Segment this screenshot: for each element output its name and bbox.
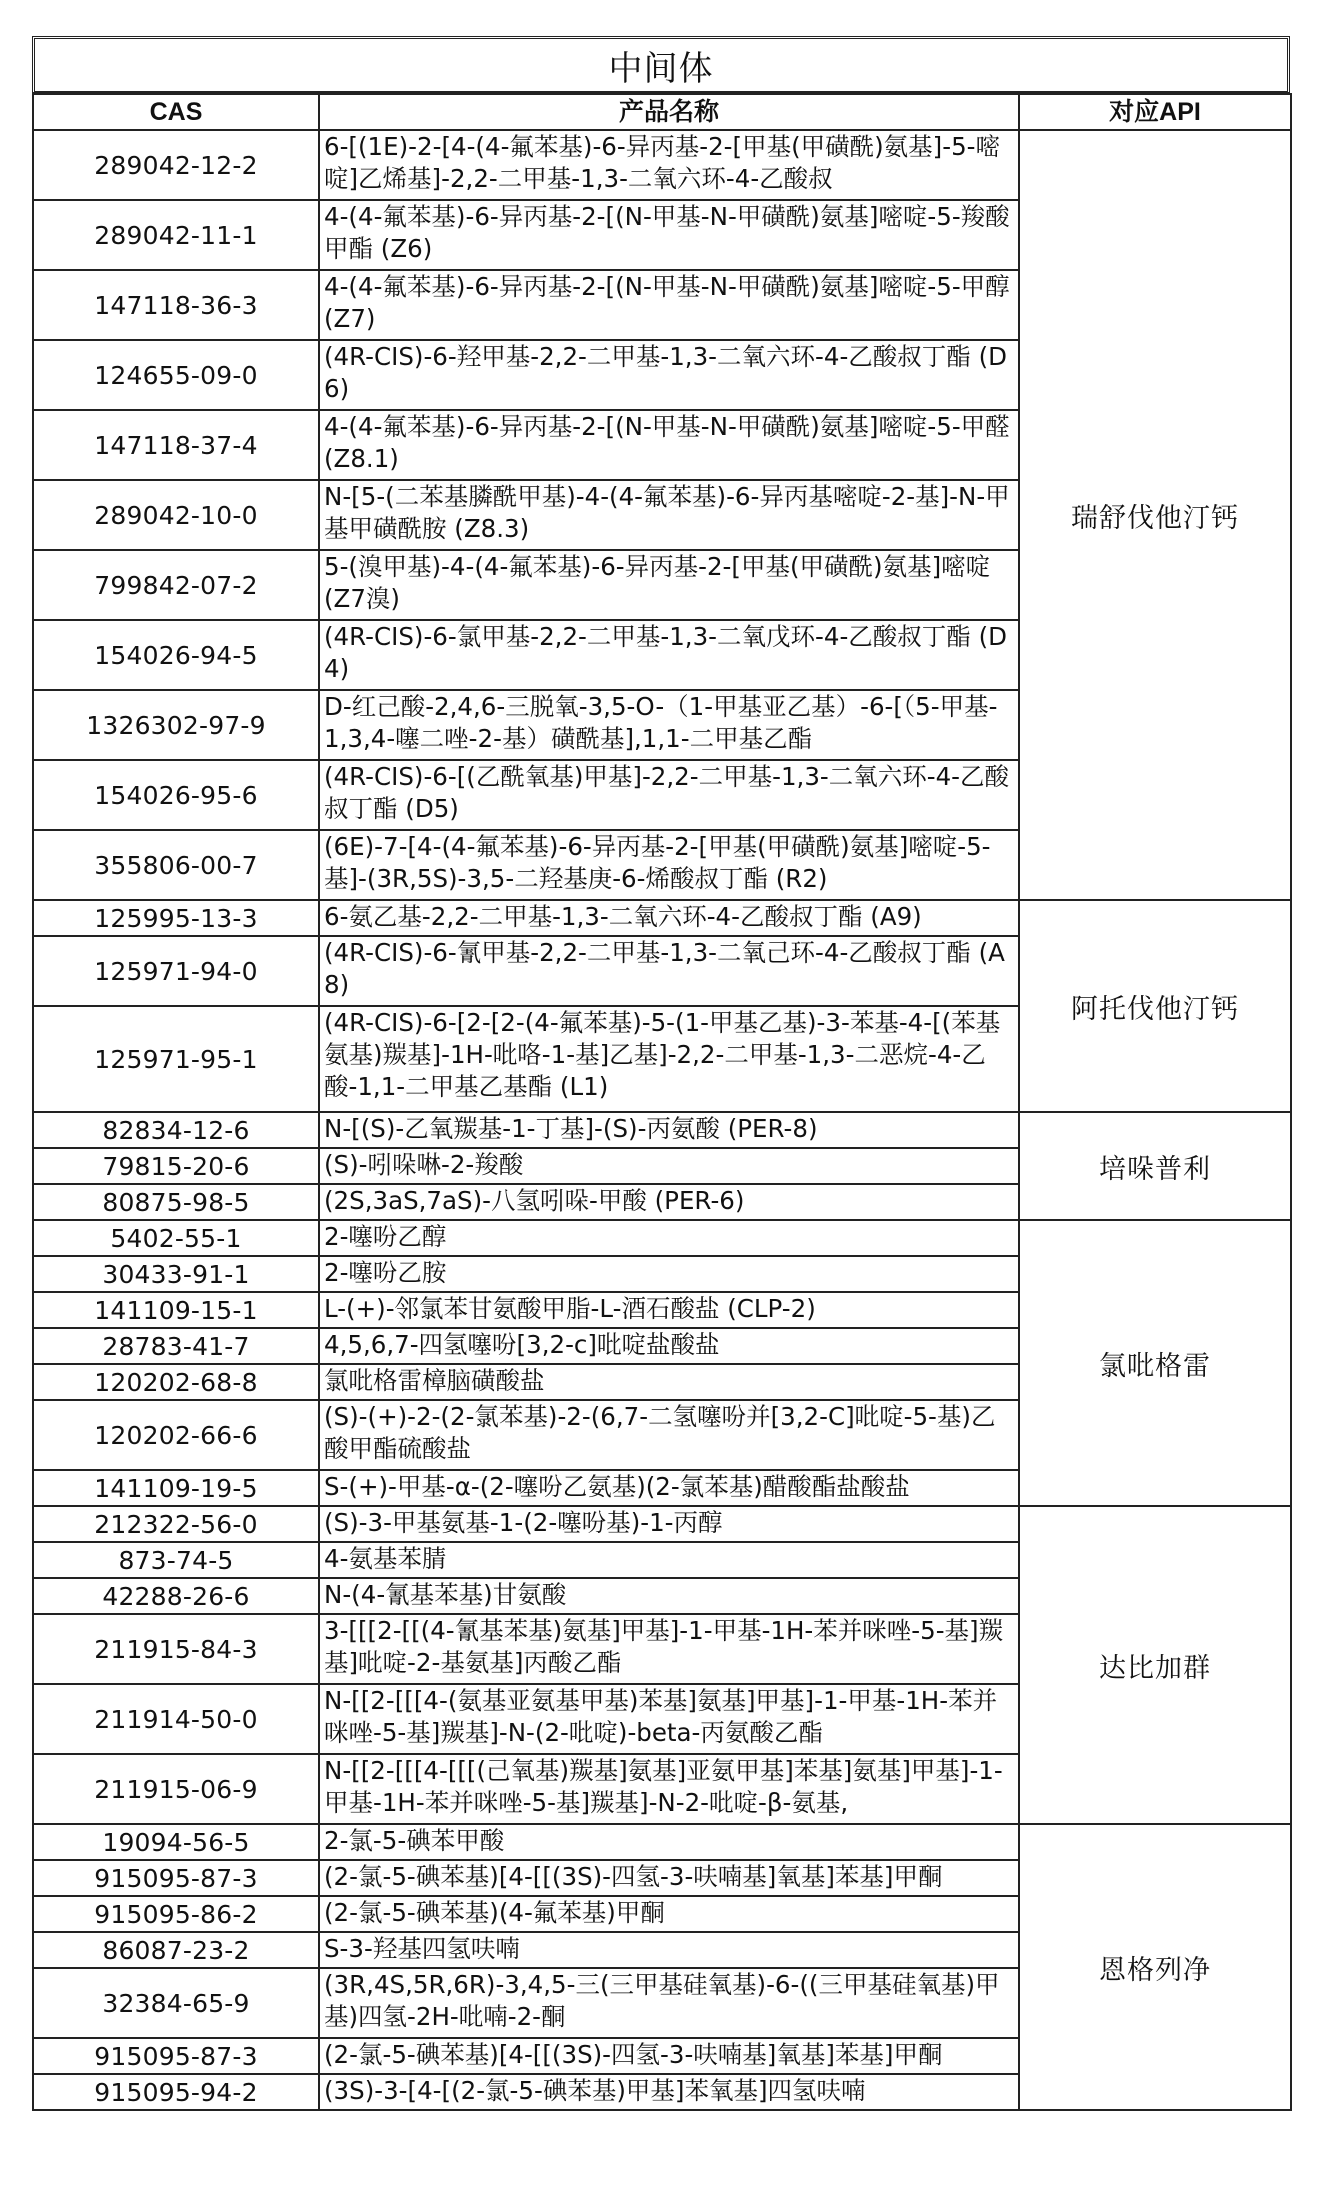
cas-cell: 154026-94-5: [33, 620, 319, 690]
table-row: [33, 900, 1291, 936]
cas-cell: 32384-65-9: [33, 1968, 319, 2038]
product-name-cell: [319, 1932, 1019, 1968]
cas-cell: 141109-19-5: [33, 1470, 319, 1506]
product-name-cell: [319, 760, 1019, 830]
cas-cell: 5402-55-1: [33, 1220, 319, 1256]
product-name-text: (3R,4S,5R,6R)-3,4,5-三(三甲基硅氧基)-6-((三甲基硅氧基)甲基)四氢-2H-吡喃-2-酮: [324, 1970, 1000, 2031]
api-cell: 阿托伐他汀钙: [1019, 900, 1291, 1112]
cas-cell: 799842-07-2: [33, 550, 319, 620]
product-name-cell: [319, 1614, 1019, 1684]
product-name-cell: [319, 1148, 1019, 1184]
product-name-text: 2-噻吩乙醇: [324, 1222, 447, 1251]
product-name-cell: [319, 1328, 1019, 1364]
cas-cell: 355806-00-7: [33, 830, 319, 900]
product-name-text: 6-[(1E)-2-[4-(4-氟苯基)-6-异丙基-2-[甲基(甲磺酰)氨基]-5-嘧啶]乙烯基]-2,2-二甲基-1,3-二氧六环-4-乙酸叔: [324, 132, 1001, 193]
product-name-text: (4R-CIS)-6-氯甲基-2,2-二甲基-1,3-二氧戊环-4-乙酸叔丁酯 (D4): [324, 622, 1007, 683]
api-cell: 达比加群: [1019, 1506, 1291, 1824]
api-cell: 氯吡格雷: [1019, 1220, 1291, 1506]
cas-cell: 79815-20-6: [33, 1148, 319, 1184]
product-name-text: N-[(S)-乙氧羰基-1-丁基]-(S)-丙氨酸 (PER-8): [324, 1114, 818, 1143]
product-name-text: (2-氯-5-碘苯基)[4-[[(3S)-四氢-3-呋喃基]氧基]苯基]甲酮: [324, 2040, 943, 2069]
cas-cell: 915095-94-2: [33, 2074, 319, 2110]
header-cas: CAS: [33, 94, 319, 130]
product-name-cell: [319, 1506, 1019, 1542]
product-name-cell: [319, 620, 1019, 690]
product-name-cell: [319, 1968, 1019, 2038]
product-name-text: (4R-CIS)-6-氰甲基-2,2-二甲基-1,3-二氧己环-4-乙酸叔丁酯 (A8): [324, 938, 1005, 999]
product-name-text: 氯吡格雷樟脑磺酸盐: [324, 1366, 545, 1395]
product-name-cell: [319, 1364, 1019, 1400]
intermediates-table: [32, 93, 1292, 2111]
cas-cell: 141109-15-1: [33, 1292, 319, 1328]
cas-cell: 212322-56-0: [33, 1506, 319, 1542]
product-name-cell: [319, 936, 1019, 1006]
product-name-cell: [319, 1220, 1019, 1256]
product-name-cell: [319, 1824, 1019, 1860]
product-name-cell: [319, 1754, 1019, 1824]
cas-cell: 80875-98-5: [33, 1184, 319, 1220]
cas-cell: 154026-95-6: [33, 760, 319, 830]
cas-cell: 86087-23-2: [33, 1932, 319, 1968]
product-name-cell: [319, 1684, 1019, 1754]
cas-cell: 873-74-5: [33, 1542, 319, 1578]
product-name-text: (S)-(+)-2-(2-氯苯基)-2-(6,7-二氢噻吩并[3,2-C]吡啶-5-基)乙酸甲酯硫酸盐: [324, 1402, 996, 1463]
product-name-text: (6E)-7-[4-(4-氟苯基)-6-异丙基-2-[甲基(甲磺酰)氨基]嘧啶-5-基]-(3R,5S)-3,5-二羟基庚-6-烯酸叔丁酯 (R2): [324, 832, 991, 893]
product-name-cell: [319, 2038, 1019, 2074]
product-name-text: (4R-CIS)-6-[2-[2-(4-氟苯基)-5-(1-甲基乙基)-3-苯基-4-[(苯基氨基)羰基]-1H-吡咯-1-基]乙基]-2,2-二甲基-1,3-二恶烷-4-乙酸-1,1-二甲基乙基酯 (L1): [324, 1008, 1001, 1101]
cas-cell: 125995-13-3: [33, 900, 319, 936]
product-name-text: (4R-CIS)-6-[(乙酰氧基)甲基]-2,2-二甲基-1,3-二氧六环-4-乙酸叔丁酯 (D5): [324, 762, 1010, 823]
header-api: 对应API: [1019, 94, 1291, 130]
cas-cell: 915095-87-3: [33, 2038, 319, 2074]
product-name-text: 4-氨基苯腈: [324, 1544, 447, 1573]
header-row: [33, 94, 1291, 130]
product-name-text: D-红己酸-2,4,6-三脱氧-3,5-O-（1-甲基亚乙基）-6-[（5-甲基-1,3,4-噻二唑-2-基）磺酰基],1,1-二甲基乙酯: [324, 692, 998, 753]
header-product-name: 产品名称: [319, 94, 1019, 130]
product-name-cell: [319, 2074, 1019, 2110]
product-name-cell: [319, 1578, 1019, 1614]
product-name-text: (S)-3-甲基氨基-1-(2-噻吩基)-1-丙醇: [324, 1508, 723, 1537]
product-name-text: (2-氯-5-碘苯基)(4-氟苯基)甲酮: [324, 1898, 665, 1927]
product-name-text: N-(4-氰基苯基)甘氨酸: [324, 1580, 567, 1609]
product-name-cell: [319, 130, 1019, 200]
cas-cell: 211914-50-0: [33, 1684, 319, 1754]
product-name-cell: [319, 830, 1019, 900]
cas-cell: 19094-56-5: [33, 1824, 319, 1860]
product-name-text: 6-氨乙基-2,2-二甲基-1,3-二氧六环-4-乙酸叔丁酯 (A9): [324, 902, 922, 931]
api-cell: 恩格列净: [1019, 1824, 1291, 2110]
cas-cell: 30433-91-1: [33, 1256, 319, 1292]
cas-cell: 147118-36-3: [33, 270, 319, 340]
product-name-cell: [319, 1542, 1019, 1578]
product-name-cell: [319, 1256, 1019, 1292]
product-name-text: (2-氯-5-碘苯基)[4-[[(3S)-四氢-3-呋喃基]氧基]苯基]甲酮: [324, 1862, 943, 1891]
cas-cell: 120202-68-8: [33, 1364, 319, 1400]
cas-cell: 211915-84-3: [33, 1614, 319, 1684]
product-name-cell: [319, 1112, 1019, 1148]
table-row: [33, 1506, 1291, 1542]
api-cell: 瑞舒伐他汀钙: [1019, 130, 1291, 900]
cas-cell: 289042-12-2: [33, 130, 319, 200]
product-name-text: 4-(4-氟苯基)-6-异丙基-2-[(N-甲基-N-甲磺酰)氨基]嘧啶-5-甲醇 (Z7): [324, 272, 1010, 333]
product-name-text: N-[5-(二苯基膦酰甲基)-4-(4-氟苯基)-6-异丙基嘧啶-2-基]-N-甲基甲磺酰胺 (Z8.3): [324, 482, 1010, 543]
product-name-text: (3S)-3-[4-[(2-氯-5-碘苯基)甲基]苯氧基]四氢呋喃: [324, 2076, 866, 2105]
intermediates-sheet: [32, 36, 1290, 2111]
product-name-cell: [319, 690, 1019, 760]
cas-cell: 82834-12-6: [33, 1112, 319, 1148]
product-name-cell: [319, 1006, 1019, 1112]
product-name-cell: [319, 340, 1019, 410]
product-name-cell: [319, 1400, 1019, 1470]
product-name-text: L-(+)-邻氯苯甘氨酸甲脂-L-酒石酸盐 (CLP-2): [324, 1294, 816, 1323]
product-name-text: 4,5,6,7-四氢噻吩[3,2-c]吡啶盐酸盐: [324, 1330, 720, 1359]
product-name-text: (2S,3aS,7aS)-八氢吲哚-甲酸 (PER-6): [324, 1186, 745, 1215]
cas-cell: 1326302-97-9: [33, 690, 319, 760]
product-name-text: 5-(溴甲基)-4-(4-氟苯基)-6-异丙基-2-[甲基(甲磺酰)氨基]嘧啶 (Z7溴): [324, 552, 991, 613]
table-row: [33, 130, 1291, 200]
product-name-text: N-[[2-[[[4-(氨基亚氨基甲基)苯基]氨基]甲基]-1-甲基-1H-苯并咪唑-5-基]羰基]-N-(2-吡啶)-beta-丙氨酸乙酯: [324, 1686, 998, 1747]
product-name-text: 3-[[[2-[[(4-氰基苯基)氨基]甲基]-1-甲基-1H-苯并咪唑-5-基]羰基]吡啶-2-基氨基]丙酸乙酯: [324, 1616, 1004, 1677]
product-name-text: (4R-CIS)-6-羟甲基-2,2-二甲基-1,3-二氧六环-4-乙酸叔丁酯 (D6): [324, 342, 1007, 403]
product-name-cell: [319, 1896, 1019, 1932]
cas-cell: 28783-41-7: [33, 1328, 319, 1364]
cas-cell: 289042-10-0: [33, 480, 319, 550]
product-name-text: S-3-羟基四氢呋喃: [324, 1934, 520, 1963]
product-name-cell: [319, 900, 1019, 936]
product-name-text: 2-氯-5-碘苯甲酸: [324, 1826, 505, 1855]
cas-cell: 125971-95-1: [33, 1006, 319, 1112]
table-body: [33, 130, 1291, 2110]
cas-cell: 42288-26-6: [33, 1578, 319, 1614]
product-name-cell: [319, 480, 1019, 550]
product-name-text: 4-(4-氟苯基)-6-异丙基-2-[(N-甲基-N-甲磺酰)氨基]嘧啶-5-甲醛 (Z8.1): [324, 412, 1010, 473]
product-name-text: (S)-吲哚啉-2-羧酸: [324, 1150, 524, 1179]
cas-cell: 124655-09-0: [33, 340, 319, 410]
product-name-cell: [319, 1184, 1019, 1220]
product-name-cell: [319, 270, 1019, 340]
product-name-cell: [319, 1860, 1019, 1896]
table-row: [33, 1220, 1291, 1256]
cas-cell: 147118-37-4: [33, 410, 319, 480]
product-name-cell: [319, 410, 1019, 480]
cas-cell: 915095-86-2: [33, 1896, 319, 1932]
product-name-cell: [319, 200, 1019, 270]
product-name-text: 2-噻吩乙胺: [324, 1258, 447, 1287]
product-name-cell: [319, 1292, 1019, 1328]
product-name-cell: [319, 1470, 1019, 1506]
cas-cell: 125971-94-0: [33, 936, 319, 1006]
table-row: [33, 1112, 1291, 1148]
product-name-cell: [319, 550, 1019, 620]
product-name-text: N-[[2-[[[4-[[[(己氧基)羰基]氨基]亚氨甲基]苯基]氨基]甲基]-1-甲基-1H-苯并咪唑-5-基]羰基]-N-2-吡啶-β-氨基,: [324, 1756, 1003, 1817]
product-name-text: S-(+)-甲基-α-(2-噻吩乙氨基)(2-氯苯基)醋酸酯盐酸盐: [324, 1472, 910, 1501]
cas-cell: 211915-06-9: [33, 1754, 319, 1824]
product-name-text: 4-(4-氟苯基)-6-异丙基-2-[(N-甲基-N-甲磺酰)氨基]嘧啶-5-羧酸甲酯 (Z6): [324, 202, 1010, 263]
table-row: [33, 1824, 1291, 1860]
cas-cell: 289042-11-1: [33, 200, 319, 270]
cas-cell: 120202-66-6: [33, 1400, 319, 1470]
cas-cell: 915095-87-3: [33, 1860, 319, 1896]
sheet-title: 中间体: [32, 36, 1290, 93]
api-cell: 培哚普利: [1019, 1112, 1291, 1220]
